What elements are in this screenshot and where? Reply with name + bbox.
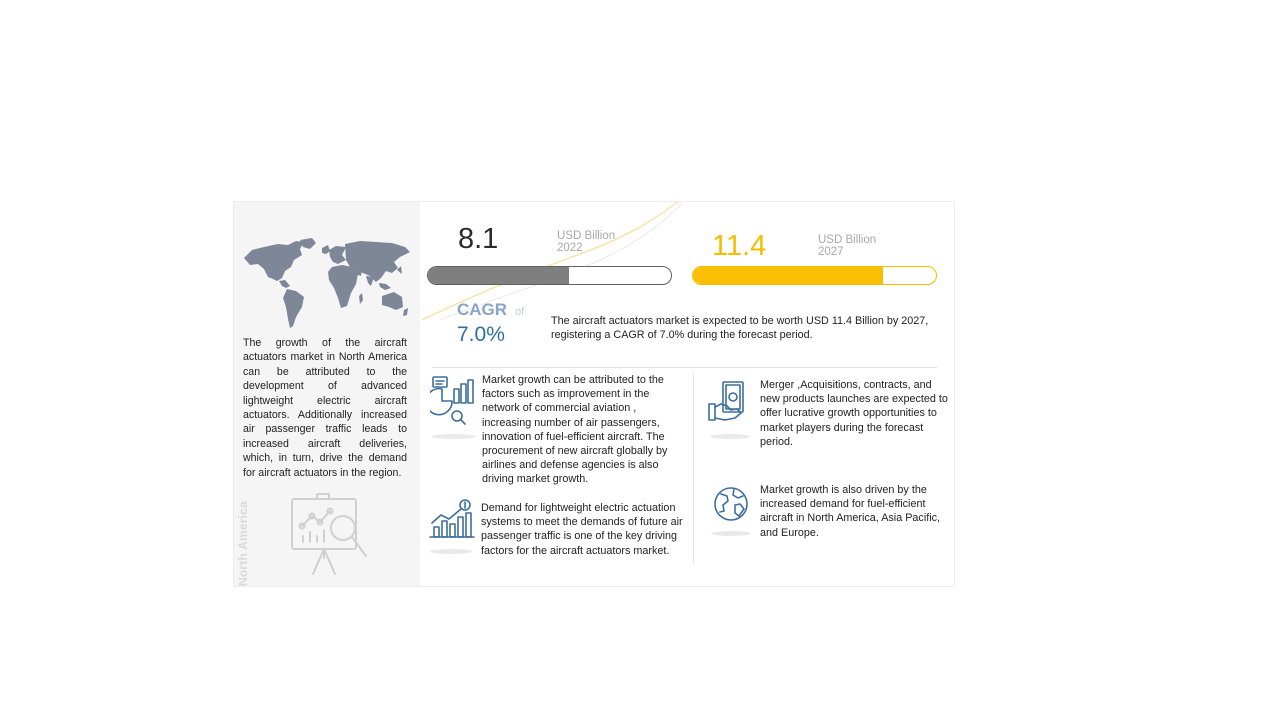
world-map-icon (242, 236, 412, 331)
market-bar-2027 (692, 266, 937, 285)
insight-text-2: Demand for lightweight electric actuation systems to meet the demands of future air passenger traffic is one of the key driving factors for the aircraft actuators market. (481, 502, 683, 557)
icon-shadow (430, 549, 472, 554)
market-value-2027: 11.4 (712, 230, 767, 262)
market-bar-fill-2027 (693, 267, 883, 284)
insight-text-3: Merger ,Acquisitions, contracts, and new products launches are expected to offer lucrative growth opportunities to market players during the forecast period. (760, 379, 948, 448)
icon-shadow (711, 531, 751, 536)
year-text-2027: 2027 (818, 246, 844, 258)
region-label: North America (236, 501, 250, 586)
analytics-chart-icon (430, 375, 480, 431)
growth-bar-chart-icon (428, 499, 476, 541)
insight-text-4: Market growth is also driven by the increased demand for fuel-efficient aircraft in North America, Asia Pacific, and Europe. (760, 484, 941, 539)
globe-icon (713, 485, 749, 523)
market-bar-fill-2022 (428, 267, 569, 284)
region-panel (234, 202, 420, 586)
infographic-card (233, 201, 955, 587)
unit-label-2022 (557, 230, 615, 254)
market-summary: The aircraft actuators market is expected to be worth USD 11.4 Billion by 2027, registering a CAGR of 7.0% during the forecast period. (551, 315, 929, 341)
icon-shadow (432, 434, 476, 439)
cagr-value: 7.0% (457, 323, 505, 346)
unit-text-2022: USD Billion (557, 230, 616, 242)
cagr-of-label: of (515, 306, 525, 318)
column-divider (693, 374, 694, 564)
region-description: The growth of the aircraft actuators market in North America can be attributed to the development of advanced lightweight electric aircraft actuators. Additionally increased air passenger traffic leads to increased aircraft deliveries, which, in turn, drive the demand for aircraft actuators in the region. (243, 337, 407, 479)
cagr-label: CAGR (457, 300, 508, 319)
section-divider (432, 367, 937, 368)
unit-label-2027 (818, 234, 876, 258)
insight-text-1: Market growth can be attributed to the factors such as improvement in the network of commercial aviation , increasing number of air passengers, innovation of fuel-efficient aircraft. The procurement of new aircraft globally by airlines and defense agencies is also driving market growth. (482, 374, 668, 486)
market-value-2022: 8.1 (458, 223, 499, 255)
presentation-board-icon (289, 492, 373, 578)
money-hand-icon (707, 380, 749, 424)
year-text-2022: 2022 (557, 242, 583, 254)
market-bar-2022 (427, 266, 672, 285)
unit-text-2027: USD Billion (818, 234, 877, 246)
icon-shadow (710, 434, 750, 439)
